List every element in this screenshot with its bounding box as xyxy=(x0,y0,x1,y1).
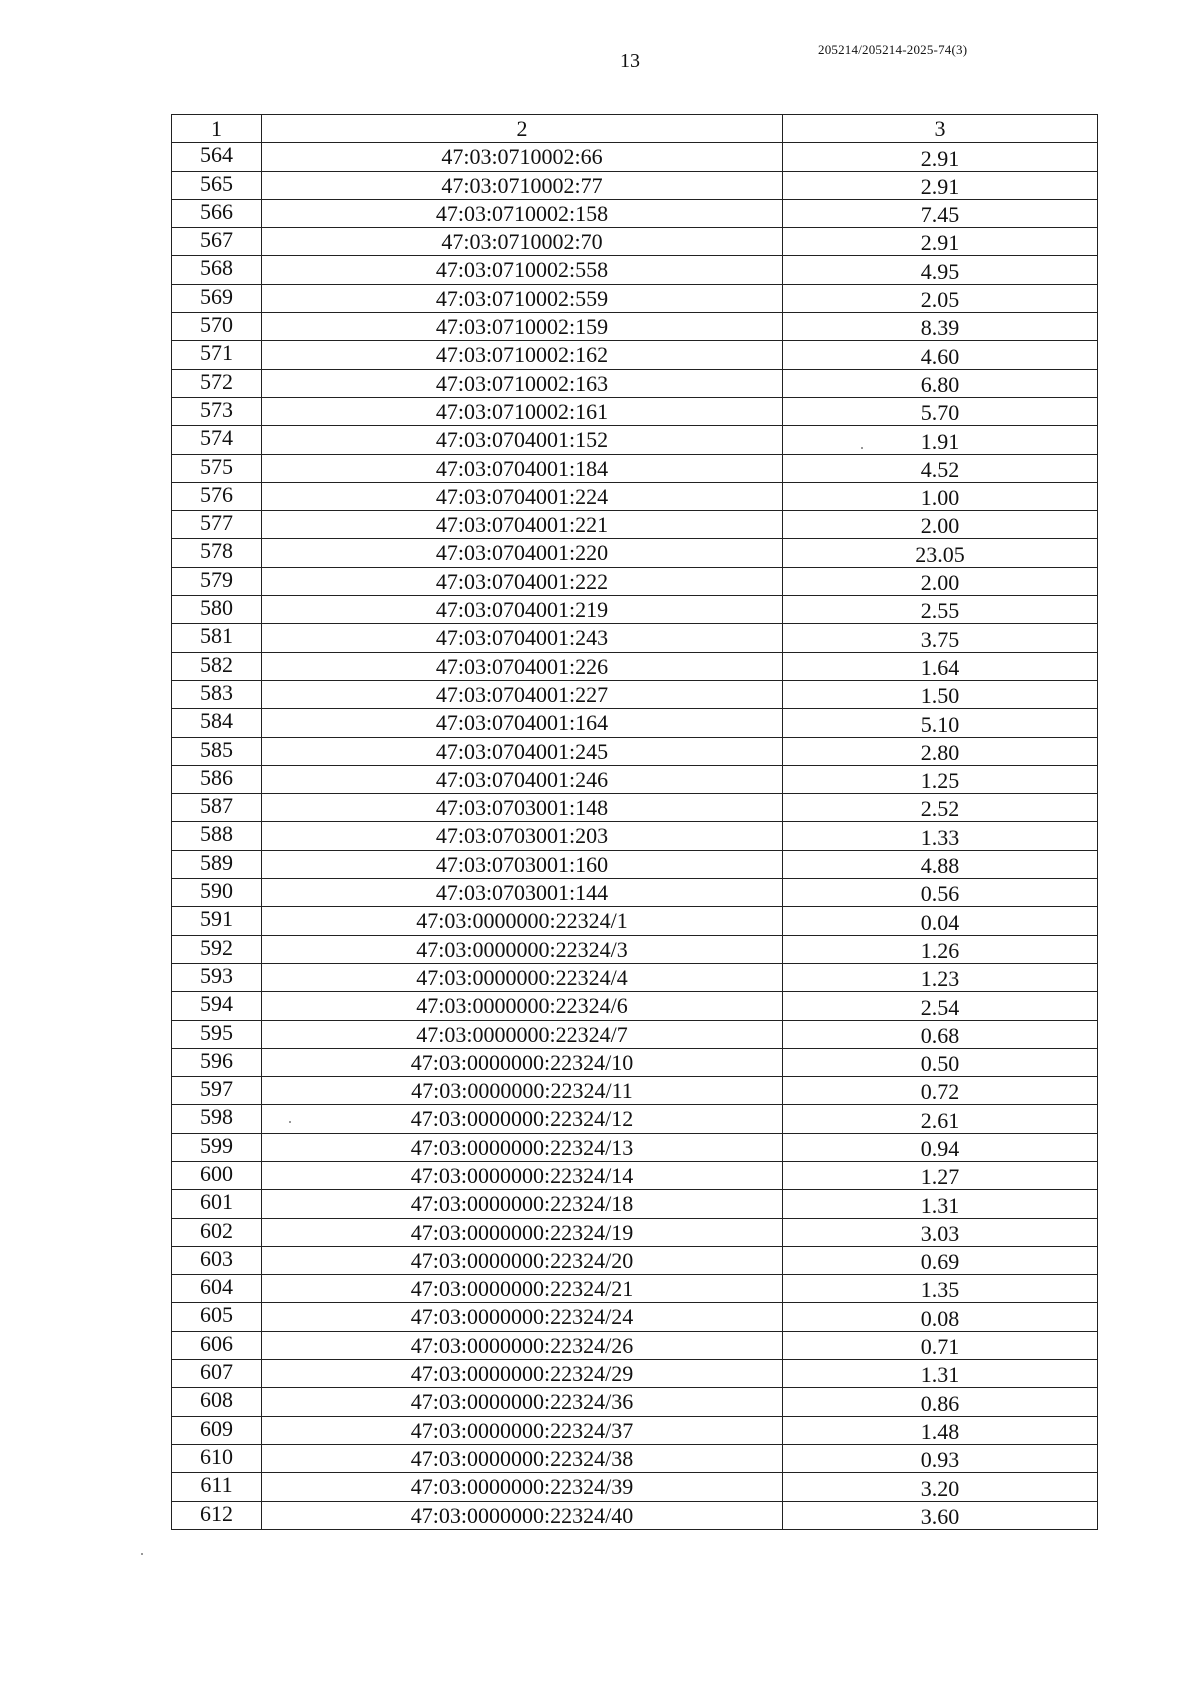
row-number-cell: 572 xyxy=(172,369,262,397)
cadastral-number-cell: 47:03:0704001:224 xyxy=(262,482,783,510)
table-row xyxy=(172,539,1098,567)
table-row xyxy=(172,1303,1098,1331)
row-number-cell: 584 xyxy=(172,709,262,737)
table-row xyxy=(172,1048,1098,1076)
area-value-cell: 0.86 xyxy=(783,1388,1098,1416)
row-number-cell: 594 xyxy=(172,992,262,1020)
cadastral-number-cell: 47:03:0000000:22324/13 xyxy=(262,1133,783,1161)
table-row xyxy=(172,1444,1098,1472)
area-value-cell: 0.50 xyxy=(783,1048,1098,1076)
area-value-cell: 1.64 xyxy=(783,652,1098,680)
table-row xyxy=(172,228,1098,256)
row-number-cell: 596 xyxy=(172,1048,262,1076)
cadastral-number-cell: 47:03:0000000:22324/12 xyxy=(262,1105,783,1133)
table-row xyxy=(172,482,1098,510)
area-value-cell: 2.55 xyxy=(783,596,1098,624)
area-value-cell: 8.39 xyxy=(783,313,1098,341)
cadastral-number-cell: 47:03:0704001:226 xyxy=(262,652,783,680)
cadastral-number-cell: 47:03:0000000:22324/20 xyxy=(262,1246,783,1274)
cadastral-number-cell: 47:03:0704001:184 xyxy=(262,454,783,482)
row-number-cell: 593 xyxy=(172,963,262,991)
table-row xyxy=(172,935,1098,963)
cadastral-number-cell: 47:03:0000000:22324/40 xyxy=(262,1501,783,1529)
scan-speck xyxy=(141,1553,143,1555)
table-row xyxy=(172,794,1098,822)
cadastral-number-cell: 47:03:0704001:219 xyxy=(262,596,783,624)
cadastral-number-cell: 47:03:0704001:222 xyxy=(262,567,783,595)
row-number-cell: 566 xyxy=(172,199,262,227)
area-value-cell: 1.33 xyxy=(783,822,1098,850)
cadastral-number-cell: 47:03:0704001:220 xyxy=(262,539,783,567)
row-number-cell: 590 xyxy=(172,879,262,907)
cadastral-number-cell: 47:03:0000000:22324/14 xyxy=(262,1161,783,1189)
cadastral-number-cell: 47:03:0000000:22324/39 xyxy=(262,1473,783,1501)
table-row xyxy=(172,652,1098,680)
area-value-cell: 1.23 xyxy=(783,963,1098,991)
cadastral-number-cell: 47:03:0000000:22324/29 xyxy=(262,1360,783,1388)
row-number-cell: 598 xyxy=(172,1105,262,1133)
row-number-cell: 607 xyxy=(172,1360,262,1388)
area-value-cell: 1.91 xyxy=(783,426,1098,454)
area-value-cell: 3.60 xyxy=(783,1501,1098,1529)
cadastral-number-cell: 47:03:0710002:163 xyxy=(262,369,783,397)
row-number-cell: 573 xyxy=(172,397,262,425)
column-header-1: 1 xyxy=(172,115,262,143)
area-value-cell: 0.69 xyxy=(783,1246,1098,1274)
row-number-cell: 586 xyxy=(172,765,262,793)
cadastral-number-cell: 47:03:0000000:22324/1 xyxy=(262,907,783,935)
table-row xyxy=(172,341,1098,369)
table-row xyxy=(172,765,1098,793)
area-value-cell: 2.54 xyxy=(783,992,1098,1020)
cadastral-number-cell: 47:03:0710002:77 xyxy=(262,171,783,199)
area-value-cell: 3.75 xyxy=(783,624,1098,652)
table-row xyxy=(172,1360,1098,1388)
cadastral-number-cell: 47:03:0710002:161 xyxy=(262,397,783,425)
cadastral-number-cell: 47:03:0000000:22324/18 xyxy=(262,1190,783,1218)
cadastral-number-cell: 47:03:0000000:22324/10 xyxy=(262,1048,783,1076)
area-value-cell: 4.95 xyxy=(783,256,1098,284)
area-value-cell: 3.03 xyxy=(783,1218,1098,1246)
row-number-cell: 568 xyxy=(172,256,262,284)
table-row xyxy=(172,596,1098,624)
column-header-3: 3 xyxy=(783,115,1098,143)
area-value-cell: 0.72 xyxy=(783,1077,1098,1105)
area-value-cell: 4.52 xyxy=(783,454,1098,482)
row-number-cell: 612 xyxy=(172,1501,262,1529)
row-number-cell: 591 xyxy=(172,907,262,935)
cadastral-number-cell: 47:03:0703001:160 xyxy=(262,850,783,878)
cadastral-number-cell: 47:03:0000000:22324/7 xyxy=(262,1020,783,1048)
row-number-cell: 600 xyxy=(172,1161,262,1189)
table-row xyxy=(172,1077,1098,1105)
row-number-cell: 608 xyxy=(172,1388,262,1416)
table-row xyxy=(172,454,1098,482)
row-number-cell: 604 xyxy=(172,1275,262,1303)
cadastral-number-cell: 47:03:0000000:22324/24 xyxy=(262,1303,783,1331)
cadastral-number-cell: 47:03:0000000:22324/26 xyxy=(262,1331,783,1359)
table-row xyxy=(172,1246,1098,1274)
table-row xyxy=(172,709,1098,737)
area-value-cell: 1.26 xyxy=(783,935,1098,963)
column-header-2: 2 xyxy=(262,115,783,143)
row-number-cell: 581 xyxy=(172,624,262,652)
table-row xyxy=(172,1020,1098,1048)
area-value-cell: 1.31 xyxy=(783,1190,1098,1218)
table-row xyxy=(172,284,1098,312)
cadastral-number-cell: 47:03:0710002:70 xyxy=(262,228,783,256)
table-row xyxy=(172,426,1098,454)
cadastral-number-cell: 47:03:0000000:22324/38 xyxy=(262,1444,783,1472)
row-number-cell: 605 xyxy=(172,1303,262,1331)
cadastral-number-cell: 47:03:0704001:243 xyxy=(262,624,783,652)
table-row xyxy=(172,624,1098,652)
table-header xyxy=(172,115,1098,143)
table-row xyxy=(172,822,1098,850)
area-value-cell: 3.20 xyxy=(783,1473,1098,1501)
area-value-cell: 6.80 xyxy=(783,369,1098,397)
cadastral-number-cell: 47:03:0000000:22324/36 xyxy=(262,1388,783,1416)
row-number-cell: 606 xyxy=(172,1331,262,1359)
document-reference: 205214/205214-2025-74(3) xyxy=(818,42,968,57)
row-number-cell: 577 xyxy=(172,511,262,539)
row-number-cell: 603 xyxy=(172,1246,262,1274)
row-number-cell: 583 xyxy=(172,680,262,708)
row-number-cell: 569 xyxy=(172,284,262,312)
table-row xyxy=(172,850,1098,878)
row-number-cell: 595 xyxy=(172,1020,262,1048)
row-number-cell: 587 xyxy=(172,794,262,822)
row-number-cell: 610 xyxy=(172,1444,262,1472)
row-number-cell: 601 xyxy=(172,1190,262,1218)
cadastral-number-cell: 47:03:0704001:164 xyxy=(262,709,783,737)
row-number-cell: 575 xyxy=(172,454,262,482)
area-value-cell: 7.45 xyxy=(783,199,1098,227)
table-row xyxy=(172,171,1098,199)
area-value-cell: 4.88 xyxy=(783,850,1098,878)
table-row xyxy=(172,369,1098,397)
parcel-table xyxy=(171,114,1098,1530)
cadastral-number-cell: 47:03:0000000:22324/37 xyxy=(262,1416,783,1444)
cadastral-number-cell: 47:03:0704001:245 xyxy=(262,737,783,765)
row-number-cell: 611 xyxy=(172,1473,262,1501)
cadastral-number-cell: 47:03:0704001:227 xyxy=(262,680,783,708)
cadastral-number-cell: 47:03:0000000:22324/4 xyxy=(262,963,783,991)
table-row xyxy=(172,879,1098,907)
table-body xyxy=(172,143,1098,1530)
area-value-cell: 5.70 xyxy=(783,397,1098,425)
cadastral-number-cell: 47:03:0000000:22324/21 xyxy=(262,1275,783,1303)
cadastral-number-cell: 47:03:0710002:162 xyxy=(262,341,783,369)
row-number-cell: 589 xyxy=(172,850,262,878)
area-value-cell: 23.05 xyxy=(783,539,1098,567)
cadastral-number-cell: 47:03:0704001:221 xyxy=(262,511,783,539)
table-row xyxy=(172,1388,1098,1416)
scan-speck xyxy=(861,447,863,449)
area-value-cell: 2.61 xyxy=(783,1105,1098,1133)
table-row xyxy=(172,737,1098,765)
table-row xyxy=(172,199,1098,227)
table-row xyxy=(172,1416,1098,1444)
row-number-cell: 564 xyxy=(172,143,262,171)
page-number: 13 xyxy=(620,50,640,72)
area-value-cell: 0.71 xyxy=(783,1331,1098,1359)
cadastral-number-cell: 47:03:0000000:22324/11 xyxy=(262,1077,783,1105)
row-number-cell: 592 xyxy=(172,935,262,963)
scan-speck xyxy=(289,1121,291,1123)
area-value-cell: 1.27 xyxy=(783,1161,1098,1189)
row-number-cell: 576 xyxy=(172,482,262,510)
header-row xyxy=(172,115,1098,143)
row-number-cell: 578 xyxy=(172,539,262,567)
row-number-cell: 579 xyxy=(172,567,262,595)
area-value-cell: 2.52 xyxy=(783,794,1098,822)
area-value-cell: 1.31 xyxy=(783,1360,1098,1388)
area-value-cell: 1.25 xyxy=(783,765,1098,793)
cadastral-number-cell: 47:03:0000000:22324/19 xyxy=(262,1218,783,1246)
cadastral-number-cell: 47:03:0000000:22324/6 xyxy=(262,992,783,1020)
area-value-cell: 2.80 xyxy=(783,737,1098,765)
area-value-cell: 0.56 xyxy=(783,879,1098,907)
parcel-table-container xyxy=(171,114,1097,1530)
row-number-cell: 599 xyxy=(172,1133,262,1161)
table-row xyxy=(172,1105,1098,1133)
cadastral-number-cell: 47:03:0710002:559 xyxy=(262,284,783,312)
area-value-cell: 0.04 xyxy=(783,907,1098,935)
row-number-cell: 580 xyxy=(172,596,262,624)
area-value-cell: 0.68 xyxy=(783,1020,1098,1048)
row-number-cell: 588 xyxy=(172,822,262,850)
table-row xyxy=(172,907,1098,935)
table-row xyxy=(172,992,1098,1020)
row-number-cell: 567 xyxy=(172,228,262,256)
table-row xyxy=(172,256,1098,284)
cadastral-number-cell: 47:03:0703001:144 xyxy=(262,879,783,907)
cadastral-number-cell: 47:03:0710002:558 xyxy=(262,256,783,284)
table-row xyxy=(172,313,1098,341)
cadastral-number-cell: 47:03:0703001:148 xyxy=(262,794,783,822)
cadastral-number-cell: 47:03:0703001:203 xyxy=(262,822,783,850)
row-number-cell: 574 xyxy=(172,426,262,454)
table-row xyxy=(172,143,1098,171)
table-row xyxy=(172,567,1098,595)
area-value-cell: 0.93 xyxy=(783,1444,1098,1472)
cadastral-number-cell: 47:03:0710002:66 xyxy=(262,143,783,171)
table-row xyxy=(172,1331,1098,1359)
row-number-cell: 570 xyxy=(172,313,262,341)
table-row xyxy=(172,1161,1098,1189)
area-value-cell: 2.00 xyxy=(783,511,1098,539)
cadastral-number-cell: 47:03:0704001:152 xyxy=(262,426,783,454)
area-value-cell: 1.35 xyxy=(783,1275,1098,1303)
row-number-cell: 597 xyxy=(172,1077,262,1105)
row-number-cell: 609 xyxy=(172,1416,262,1444)
table-row xyxy=(172,1218,1098,1246)
table-row xyxy=(172,511,1098,539)
row-number-cell: 582 xyxy=(172,652,262,680)
area-value-cell: 0.08 xyxy=(783,1303,1098,1331)
cadastral-number-cell: 47:03:0710002:158 xyxy=(262,199,783,227)
cadastral-number-cell: 47:03:0710002:159 xyxy=(262,313,783,341)
area-value-cell: 2.00 xyxy=(783,567,1098,595)
table-row xyxy=(172,1473,1098,1501)
area-value-cell: 4.60 xyxy=(783,341,1098,369)
area-value-cell: 5.10 xyxy=(783,709,1098,737)
cadastral-number-cell: 47:03:0704001:246 xyxy=(262,765,783,793)
area-value-cell: 1.48 xyxy=(783,1416,1098,1444)
table-row xyxy=(172,1133,1098,1161)
area-value-cell: 0.94 xyxy=(783,1133,1098,1161)
table-row xyxy=(172,680,1098,708)
cadastral-number-cell: 47:03:0000000:22324/3 xyxy=(262,935,783,963)
table-row xyxy=(172,1190,1098,1218)
area-value-cell: 2.91 xyxy=(783,171,1098,199)
area-value-cell: 2.91 xyxy=(783,143,1098,171)
area-value-cell: 1.50 xyxy=(783,680,1098,708)
table-row xyxy=(172,1275,1098,1303)
area-value-cell: 2.91 xyxy=(783,228,1098,256)
row-number-cell: 571 xyxy=(172,341,262,369)
row-number-cell: 565 xyxy=(172,171,262,199)
area-value-cell: 2.05 xyxy=(783,284,1098,312)
row-number-cell: 602 xyxy=(172,1218,262,1246)
table-row xyxy=(172,1501,1098,1529)
table-row xyxy=(172,963,1098,991)
table-row xyxy=(172,397,1098,425)
row-number-cell: 585 xyxy=(172,737,262,765)
area-value-cell: 1.00 xyxy=(783,482,1098,510)
